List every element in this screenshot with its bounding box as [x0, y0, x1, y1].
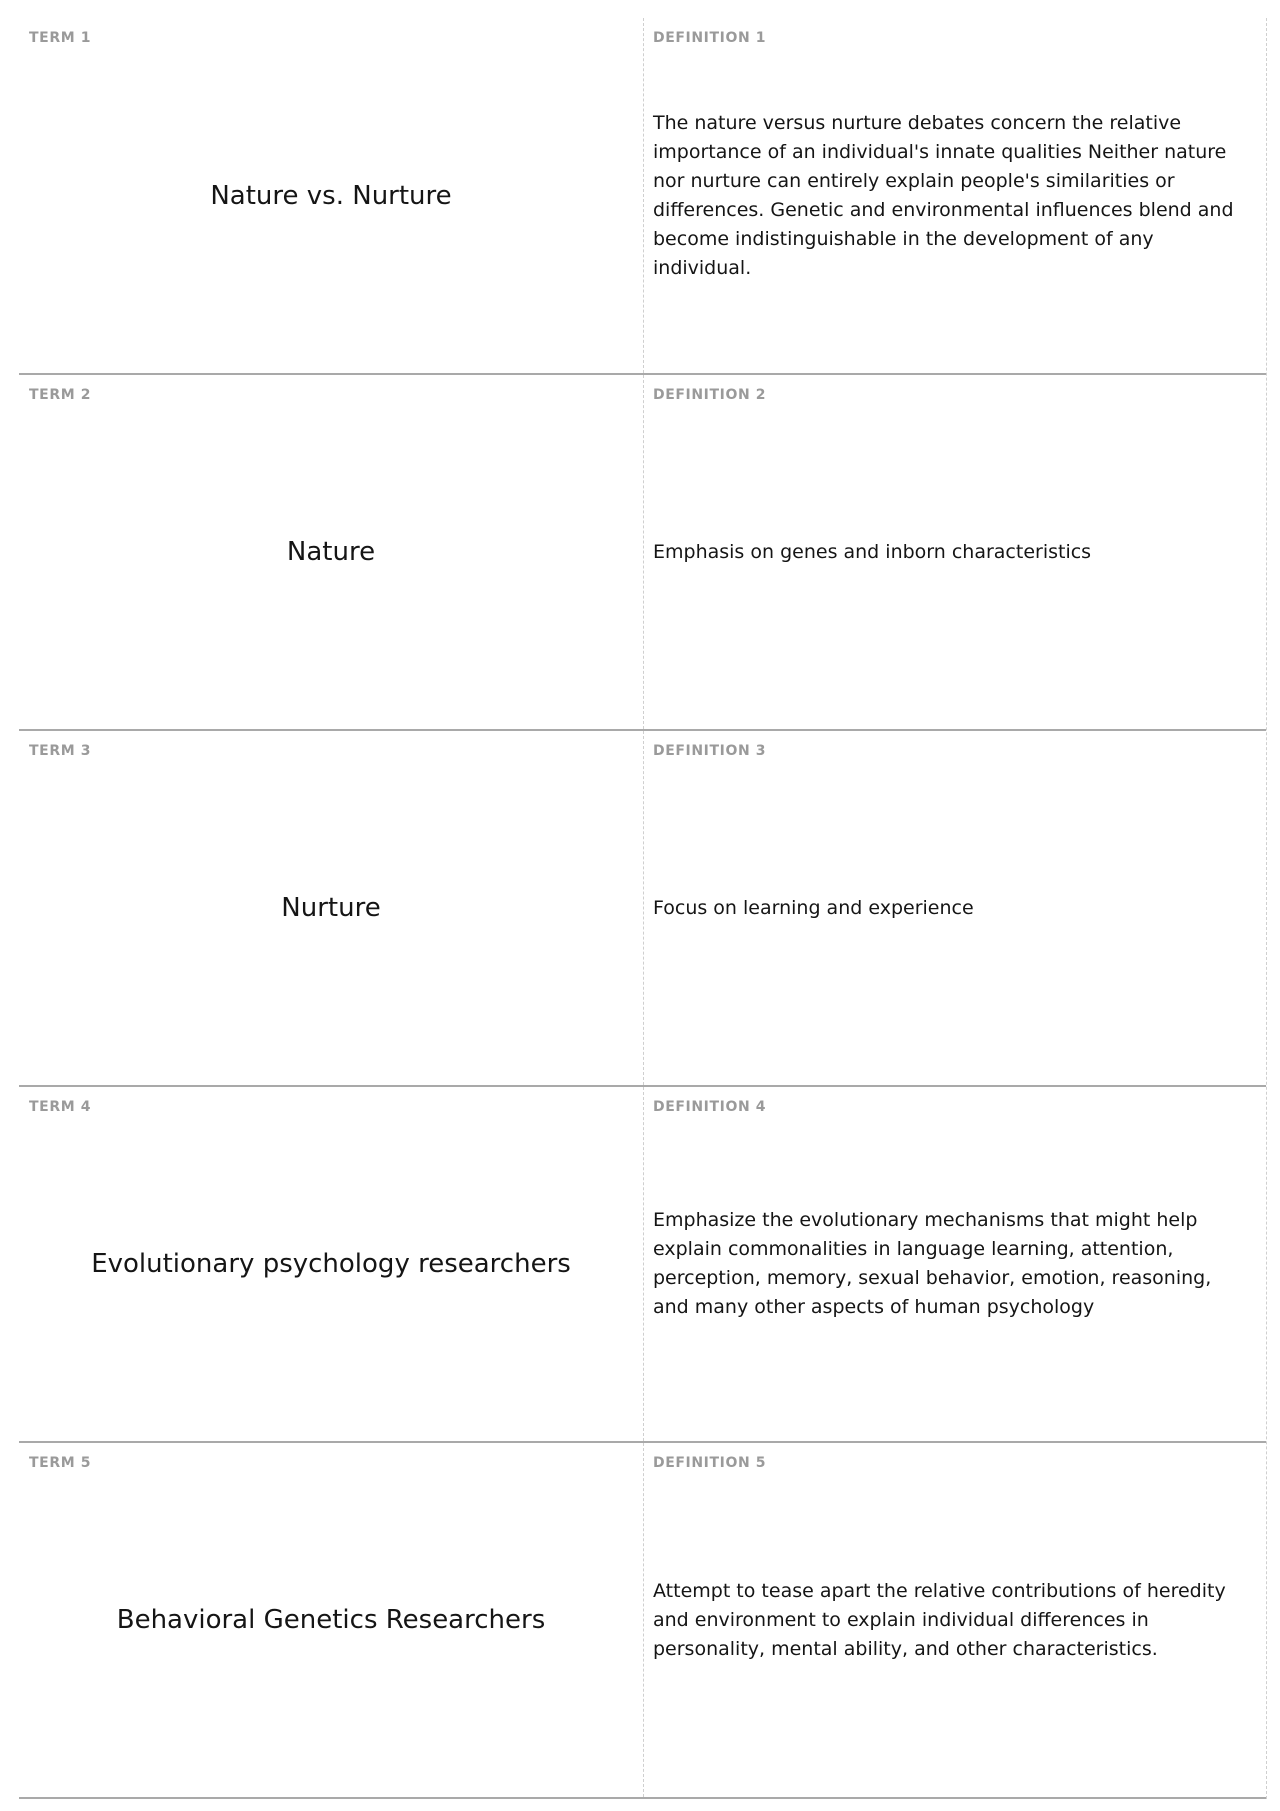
- term-text: Nurture: [281, 893, 381, 923]
- definition-text: Emphasize the evolutionary mechanisms that might help explain commonalities in language learning, attention, perception, memory, sexual behavior, emotion, reasoning, and many other aspects of human psychology: [653, 1209, 1212, 1318]
- definition-cell: [644, 731, 1266, 1085]
- definition-cell: [644, 375, 1266, 729]
- definition-label: DEFINITION 5: [653, 1455, 767, 1471]
- flashcard-5: [19, 1443, 1266, 1799]
- term-label: TERM 2: [29, 387, 92, 403]
- definition-text: Focus on learning and experience: [653, 896, 974, 919]
- term-label: TERM 3: [29, 743, 92, 759]
- term-text: Nature vs. Nurture: [210, 180, 452, 211]
- flashcard-4: [19, 1087, 1266, 1443]
- term-label: TERM 4: [29, 1099, 92, 1115]
- term-cell: [19, 18, 644, 373]
- term-label: TERM 1: [29, 30, 92, 46]
- term-label: TERM 5: [29, 1455, 92, 1471]
- term-text: Nature: [286, 537, 376, 567]
- term-cell: [19, 1087, 644, 1441]
- definition-cell: [644, 1087, 1266, 1441]
- definition-label: DEFINITION 2: [653, 387, 767, 403]
- definition-label: DEFINITION 3: [653, 743, 767, 759]
- definition-text: Attempt to tease apart the relative contributions of heredity and environment to explain individual differences in personality, mental ability, and other characteristics.: [653, 1579, 1226, 1660]
- flashcard-2: [19, 375, 1266, 731]
- term-text: Behavioral Genetics Researchers: [116, 1605, 546, 1635]
- definition-label: DEFINITION 4: [653, 1099, 767, 1115]
- definition-cell: [644, 18, 1266, 373]
- term-cell: [19, 1443, 644, 1797]
- definition-cell: [644, 1443, 1266, 1797]
- term-text: Evolutionary psychology researchers: [91, 1249, 571, 1279]
- flashcard-1: [19, 18, 1266, 375]
- term-cell: [19, 375, 644, 729]
- flashcard-3: [19, 731, 1266, 1087]
- definition-text: Emphasis on genes and inborn characteristics: [653, 540, 1092, 563]
- definition-label: DEFINITION 1: [653, 30, 767, 46]
- term-cell: [19, 731, 644, 1085]
- definition-text: The nature versus nurture debates concern the relative importance of an individual's innate qualities Neither nature nor nurture can entirely explain people's similarities or differences. Genetic and environmental influences blend and become indistinguishable in the development of any individual.: [653, 111, 1234, 279]
- flashcard-sheet: [19, 18, 1267, 1799]
